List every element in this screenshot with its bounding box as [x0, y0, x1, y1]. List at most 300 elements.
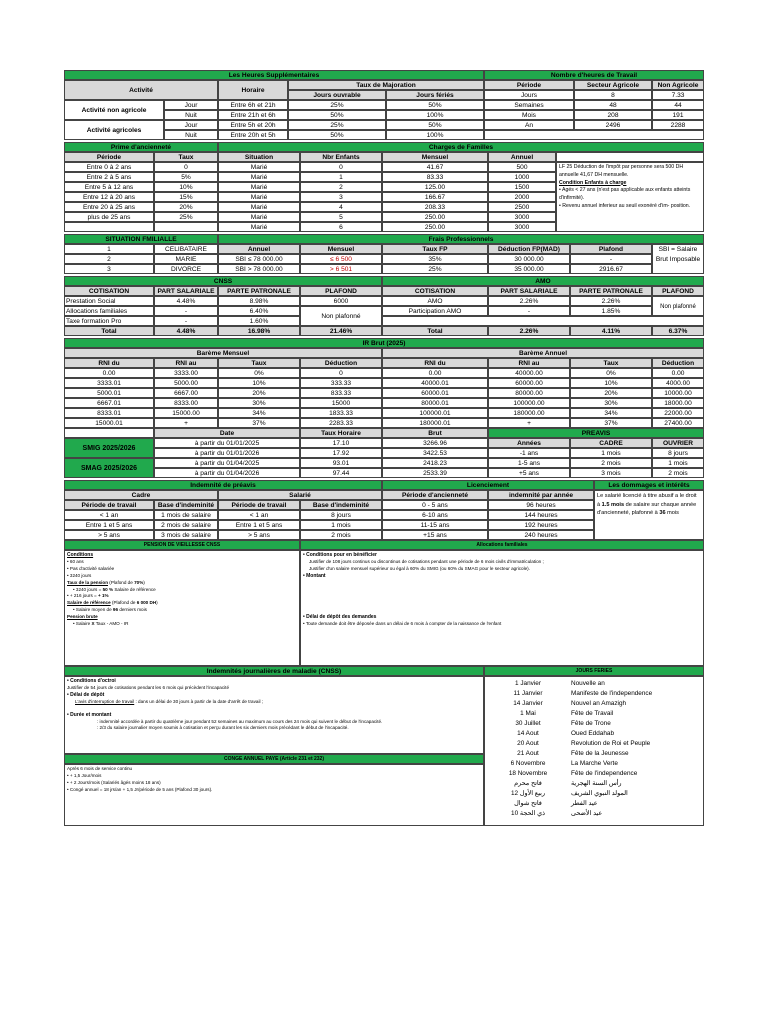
seniority-rate: 10%: [154, 182, 218, 192]
monthly-deduction: 125.00: [382, 182, 488, 192]
empty-cell: [556, 152, 704, 162]
activity-header: Activité: [64, 80, 218, 100]
day-night: Nuit: [164, 110, 218, 120]
amo-total-employee: 2.26%: [488, 326, 570, 336]
empty-cell: [64, 428, 154, 438]
children-count: 6: [300, 222, 382, 232]
family-situation: Marié: [218, 192, 300, 202]
schedule-header: Horaire: [218, 80, 288, 100]
wage-gross: 2533.39: [382, 468, 488, 478]
holiday-date: 21 Aout: [517, 750, 539, 757]
seniority-title: Prime d'ancienneté: [64, 142, 218, 152]
cnss-contribution: Allocations familiales: [64, 306, 154, 316]
situation-header: Situation: [218, 152, 300, 162]
holiday-date: فاتح شوال: [514, 800, 542, 807]
seniority-rate: 15%: [154, 192, 218, 202]
paid-leave-line-4: • Congé annuel = 18 jrs/an + 1,5 Jr/période de 5 ans (Plafond 30 jours).: [67, 787, 481, 794]
amo-employer-header: PARTE PATRONALE: [570, 286, 652, 296]
employee-work-period: > 5 ans: [218, 530, 300, 540]
dismissal-title: Licenciement: [382, 480, 594, 490]
pension-rate-suffix: (Plafond de: [108, 579, 135, 585]
m-rni-to: 5000.00: [154, 378, 218, 388]
severance-section: [64, 480, 704, 540]
agri-header: Secteur Agricole: [574, 80, 652, 90]
amo-total-label: Total: [382, 326, 488, 336]
a-rni-to: 100000.00: [488, 398, 570, 408]
schedule: Entre 5h et 20h: [218, 120, 288, 130]
pension-rate-cap: 70%: [134, 579, 144, 585]
workday-rate: 50%: [288, 130, 386, 140]
wage-hourly: 93.01: [300, 458, 382, 468]
pension-rate-extra: [67, 593, 297, 600]
sickness-title: Indemnités journalières de maladie (CNSS): [64, 666, 484, 676]
tax-rate-header: Taux: [570, 358, 652, 368]
damages-months: 1.5 mois: [601, 501, 625, 508]
family-allowance-title: Allocations familiales: [300, 540, 704, 550]
employee-work-period: < 1 an: [218, 510, 300, 520]
holiday-rate: 50%: [386, 120, 484, 130]
seniority-period: [64, 222, 154, 232]
cadre-group-header: Cadre: [64, 490, 218, 500]
cnss-ceiling: Non plafonné: [300, 306, 382, 326]
work-hours-period: Jours: [484, 90, 574, 100]
cnss-contribution: Taxe formation Pro: [64, 316, 154, 326]
work-hours-nonagri: 7.33: [652, 90, 704, 100]
holiday-date: 1 Mai: [520, 710, 536, 717]
work-hours-nonagri: 2288: [652, 120, 704, 130]
seniority-period: Entre 12 à 20 ans: [64, 192, 154, 202]
m-rni-from: 15000.01: [64, 418, 154, 428]
wage-gross: 2418.23: [382, 458, 488, 468]
a-deduction: 18000.00: [652, 398, 704, 408]
fp-monthly-range: > 6 501: [300, 264, 382, 274]
notice-cadre: 2 mois: [570, 458, 652, 468]
holiday-rate: 100%: [386, 110, 484, 120]
holiday-name: La Marche Verte: [571, 760, 618, 767]
cnss-employee-rate: -: [154, 316, 218, 326]
holiday-name: Fête de la Jeunesse: [571, 750, 629, 757]
annual-deduction: 2500: [488, 202, 556, 212]
damages-text: [594, 490, 704, 540]
m-rni-from: 5000.01: [64, 388, 154, 398]
sickness-conditions-title: • Conditions d'octroi: [67, 678, 116, 684]
schedule: Entre 20h et 5h: [218, 130, 288, 140]
day-night: Jour: [164, 100, 218, 110]
dismissal-seniority: 6-10 ans: [382, 510, 488, 520]
minimum-wage-section: [64, 428, 704, 478]
amo-employee-header: PART SALARIALE: [488, 286, 570, 296]
dismissal-indemnity: 96 heures: [488, 500, 594, 510]
sickness-duration-title-text: Durée et montant: [70, 711, 112, 718]
notice-indemnity-title: Indemnité de préavis: [64, 480, 382, 490]
a-rate: 0%: [570, 368, 652, 378]
cnss-employer-rate: 6.40%: [218, 306, 300, 316]
annual-scale-header: Barème Annuel: [382, 348, 704, 358]
notice-years: +5 ans: [488, 468, 570, 478]
wage-date: à partir du 01/01/2026: [154, 448, 300, 458]
pension-reference-suffix: (Plafond de: [110, 600, 137, 606]
seniority-header: Période d'ancienneté: [382, 490, 488, 500]
damages-text-e: mois: [665, 510, 679, 517]
schedule: Entre 21h et 6h: [218, 110, 288, 120]
allowance-condition-2: Justifier d'un salaire mensuel supérieur ou égal à 60% du SMIG (ou 60% du SMAG pour le secteur agricole).: [309, 565, 530, 571]
pension-reference-avg-a: Salaire moyen de: [75, 607, 113, 613]
m-rni-from: 3333.01: [64, 378, 154, 388]
family-situation: Marié: [218, 222, 300, 232]
family-status-code: 2: [64, 254, 154, 264]
pension-gross-formula: [67, 621, 297, 628]
amo-employee-rate: 2.26%: [488, 296, 570, 306]
cadre-indemnity-base: 2 mois de salaire: [154, 520, 218, 530]
children-count: 3: [300, 192, 382, 202]
cnss-amo-section: [64, 276, 704, 336]
annual-deduction: 500: [488, 162, 556, 172]
paid-leave-line-1: Après 6 mois de service continu: [67, 766, 133, 771]
nonagri-header: Non Agricole: [652, 80, 704, 90]
a-deduction: 22000.00: [652, 408, 704, 418]
amo-employer-rate: 2.26%: [570, 296, 652, 306]
tax-deduction-header: Déduction: [652, 358, 704, 368]
sickness-leave-holidays-section: [64, 666, 704, 826]
monthly-deduction: 166.67: [382, 192, 488, 202]
a-rate: 20%: [570, 388, 652, 398]
seniority-period: Entre 2 à 5 ans: [64, 172, 154, 182]
pension-condition-age: • 60 ans: [67, 559, 297, 566]
seniority-rate: 0: [154, 162, 218, 172]
seniority-period: Entre 0 à 2 ans: [64, 162, 154, 172]
m-rni-to: +: [154, 418, 218, 428]
a-rni-from: 0.00: [382, 368, 488, 378]
empty-cell: [382, 316, 704, 326]
holiday-date: فاتح محرم: [514, 780, 542, 787]
amo-ceiling-header: PLAFOND: [652, 286, 704, 296]
sickness-conditions-title-text: Conditions d'octroi: [70, 678, 116, 684]
sickness-duration-2: : 2/3 du salaire journalier moyen soumis à cotisation et perçu durant les six derniers mois précédant le début de l'incapacité.: [97, 725, 349, 731]
allowance-deadline-title: • Délai de dépôt des demandes: [303, 613, 377, 620]
employee-indemnity-base: 1 mois: [300, 520, 382, 530]
sickness-deadline-text: [67, 699, 481, 706]
a-deduction: 27400.00: [652, 418, 704, 428]
wage-hourly: 97.44: [300, 468, 382, 478]
employee-group-header: Salarié: [218, 490, 382, 500]
activity-label: Activité non agricole: [64, 100, 164, 120]
rni-from-header: RNI du: [64, 358, 154, 368]
workday-header: Jours ouvrable: [288, 90, 386, 100]
wage-gross: 3266.96: [382, 438, 488, 448]
holiday-date: 14 Janvier: [513, 700, 543, 707]
seniority-rate: 20%: [154, 202, 218, 212]
fp-rate-header: Taux FP: [382, 244, 488, 254]
notice-cadre: 1 mois: [570, 448, 652, 458]
a-rate: 30%: [570, 398, 652, 408]
smag-label: SMAG 2025/2026: [64, 458, 154, 478]
m-deduction: 333.33: [300, 378, 382, 388]
workday-rate: 50%: [288, 110, 386, 120]
pension-condition-days: • 3240 jours: [67, 573, 297, 580]
cnss-total-employer: 16.98%: [218, 326, 300, 336]
m-rni-to: 3333.00: [154, 368, 218, 378]
annual-deduction: 2000: [488, 192, 556, 202]
pension-conditions-title: Conditions: [67, 552, 94, 558]
gross-header: Brut: [382, 428, 488, 438]
a-rni-from: 100000.01: [382, 408, 488, 418]
cnss-employee-rate: 4.48%: [154, 296, 218, 306]
holiday-name: رأس السنة الهجرية: [571, 780, 622, 787]
family-status-code: 1: [64, 244, 154, 254]
family-situation: Marié: [218, 182, 300, 192]
family-situation: Marié: [218, 212, 300, 222]
dismissal-indemnity: 192 heures: [488, 520, 594, 530]
holiday-date: 18 Novembre: [508, 770, 548, 777]
pension-title: PENSION DE VIEILLESSE CNSS: [64, 540, 300, 550]
annual-deduction: 3000: [488, 212, 556, 222]
fp-deduction: 30 000.00: [488, 254, 570, 264]
amo-title: AMO: [382, 276, 704, 286]
notice-worker: 2 mois: [652, 468, 704, 478]
notice-worker: 8 jours: [652, 448, 704, 458]
seniority-period: plus de 25 ans: [64, 212, 154, 222]
work-hours-agri: 2496: [574, 120, 652, 130]
m-rni-to: 15000.00: [154, 408, 218, 418]
indemnity-base-header: Base d'indeminité: [154, 500, 218, 510]
amo-total-employer: 4.11%: [570, 326, 652, 336]
monthly-deduction: 83.33: [382, 172, 488, 182]
amo-contribution: Participation AMO: [382, 306, 488, 316]
fp-ceiling: 2916.67: [570, 264, 652, 274]
holiday-name: Fête de Trone: [571, 720, 611, 727]
work-period-header: Période de travail: [64, 500, 154, 510]
seniority-family-section: [64, 142, 704, 232]
dismissal-seniority: 0 - 5 ans: [382, 500, 488, 510]
workday-rate: 25%: [288, 120, 386, 130]
sickness-conditions-text: Justifier de 54 jours de cotisations pendant les 6 mois qui précèdent l'incapacité: [67, 684, 230, 690]
cnss-total-label: Total: [64, 326, 154, 336]
m-deduction: 1833.33: [300, 408, 382, 418]
pension-reference-avg-c: derniers mois: [118, 607, 147, 613]
monthly-deduction: 250.00: [382, 212, 488, 222]
m-rate: 34%: [218, 408, 300, 418]
income-tax-section: [64, 338, 704, 428]
allowance-deadline-text-body: Toute demande doit être déposée dans un délai de 6 mois à compter de la naissance de l'enfant: [305, 620, 502, 626]
professional-expenses-section: [64, 234, 704, 274]
work-hours-title: Nombre d'heures de Travail: [484, 70, 704, 80]
family-charges-notes: [556, 162, 704, 232]
damages-text-c: de salaire sur chaque année d'ancienneté, plafonné à: [597, 501, 697, 517]
schedule: Entre 6h et 21h: [218, 100, 288, 110]
pension-gross-title: Pension brute: [67, 614, 98, 620]
a-rate: 10%: [570, 378, 652, 388]
rate-header: Taux de Majoration: [288, 80, 484, 90]
holiday-rate: 50%: [386, 100, 484, 110]
m-deduction: 15000: [300, 398, 382, 408]
family-status-label: CELIBATAIRE: [154, 244, 218, 254]
m-deduction: 2283.33: [300, 418, 382, 428]
m-rate: 0%: [218, 368, 300, 378]
holiday-name: عيد الفطر: [571, 800, 598, 807]
cnss-total-employee: 4.48%: [154, 326, 218, 336]
holiday-header: Jours fériés: [386, 90, 484, 100]
dismissal-indemnity: 240 heures: [488, 530, 594, 540]
children-count: 0: [300, 162, 382, 172]
m-rate: 30%: [218, 398, 300, 408]
cadre-work-period: Entre 1 et 5 ans: [64, 520, 154, 530]
amo-total: 6.37%: [652, 326, 704, 336]
cadre-indemnity-base: 1 mois de salaire: [154, 510, 218, 520]
cnss-title: CNSS: [64, 276, 382, 286]
yearly-indemnity-header: indemnité par année: [488, 490, 594, 500]
workday-rate: 25%: [288, 100, 386, 110]
dismissal-seniority: +15 ans: [382, 530, 488, 540]
pension-rate-base-b: 50 %: [102, 586, 114, 592]
a-deduction: 4000.00: [652, 378, 704, 388]
family-situation: Marié: [218, 172, 300, 182]
spacer: [303, 580, 701, 614]
a-deduction: 10000.00: [652, 388, 704, 398]
work-hours-agri: 208: [574, 110, 652, 120]
sickness-deadline-title: • Délai de dépôt: [67, 691, 105, 698]
notice-title: PREAVIS: [488, 428, 704, 438]
overtime-section: [64, 70, 704, 140]
rate-header: Taux: [154, 152, 218, 162]
holiday-name: Revolution de Roi et Peuple: [571, 740, 651, 747]
allowance-condition-1: Justifier de 108 jours continus ou discontinus de cotisations pendant une période de 6 mois civils d'immatriculation ;: [309, 558, 544, 564]
fp-rate: 25%: [382, 264, 488, 274]
amo-employee-rate: -: [488, 306, 570, 316]
a-rni-to: 80000.00: [488, 388, 570, 398]
work-hours-agri: 8: [574, 90, 652, 100]
cnss-employee-header: PART SALARIALE: [154, 286, 218, 296]
damages-text-a: Le salarié licencié à titre abusif a le droit à: [597, 493, 697, 508]
a-rate: 34%: [570, 408, 652, 418]
children-count: 2: [300, 182, 382, 192]
monthly-deduction: 41.67: [382, 162, 488, 172]
pension-rate-extra-a: + 216 jours =: [69, 593, 98, 599]
tax-rate-header: Taux: [218, 358, 300, 368]
cnss-contribution: Prestation Social: [64, 296, 154, 306]
m-rni-from: 8333.01: [64, 408, 154, 418]
family-status-code: 3: [64, 264, 154, 274]
dismissal-seniority: 11-15 ans: [382, 520, 488, 530]
work-hours-period: Mois: [484, 110, 574, 120]
holiday-rate: 100%: [386, 130, 484, 140]
amo-employer-rate: 1.85%: [570, 306, 652, 316]
cnss-employer-header: PARTE PATRONALE: [218, 286, 300, 296]
paid-leave-title: CONGE ANNUEL PAYE (Article 231 et 232): [64, 754, 484, 764]
pension-reference-line: [67, 600, 297, 607]
wage-date: à partir du 01/01/2025: [154, 438, 300, 448]
sickness-deadline-title-text: Délai de dépôt: [70, 691, 105, 698]
wage-hourly: 17.92: [300, 448, 382, 458]
day-night: Nuit: [164, 130, 218, 140]
fp-deduction: 35 000.00: [488, 264, 570, 274]
family-note-deduction: LF 25 Déduction de l'impôt par personne sera 500 DH annuelle 41,67 DH mensuelle.: [559, 164, 684, 178]
m-rni-to: 8333.00: [154, 398, 218, 408]
holiday-date: 14 Aout: [517, 730, 539, 737]
allowance-conditions-title-text: Conditions pour en bénéficier: [306, 552, 377, 558]
family-situation: Marié: [218, 202, 300, 212]
amo-contribution-header: COTISATION: [382, 286, 488, 296]
rni-from-header: RNI du: [382, 358, 488, 368]
monthly-deduction: 250.00: [382, 222, 488, 232]
payroll-reference-sheet: [64, 70, 704, 826]
income-tax-title: IR Brut (2025): [64, 338, 704, 348]
pension-allowance-section: [64, 540, 704, 666]
annual-header: Annuel: [488, 152, 556, 162]
fp-annual-range: SBI > 78 000.00: [218, 264, 300, 274]
cnss-ceiling: 6000: [300, 296, 382, 306]
a-rni-from: 180000.01: [382, 418, 488, 428]
work-hours-period: Semaines: [484, 100, 574, 110]
pension-reference-cap: 6 000 DH: [136, 600, 157, 606]
hourly-rate-header: Taux Horaire: [300, 428, 382, 438]
children-count: 4: [300, 202, 382, 212]
fp-monthly-range: ≤ 6 500: [300, 254, 382, 264]
family-note-income: • Revenu annuel inferieur au seuil exonéré d'im- position.: [559, 203, 701, 211]
fp-deduction-header: Déduction FP(MAD): [488, 244, 570, 254]
holiday-date: 11 Janvier: [513, 690, 543, 697]
seniority-rate: 25%: [154, 212, 218, 222]
allowance-amount-title: • Montant: [303, 572, 326, 579]
notice-cadre: 3 mois: [570, 468, 652, 478]
empty-cell: [484, 130, 704, 140]
damages-cap: 36: [659, 510, 666, 517]
wage-gross: 3422.53: [382, 448, 488, 458]
pension-rate-close: ): [143, 579, 145, 585]
tax-deduction-header: Déduction: [300, 358, 382, 368]
family-note-condition-title: Condition Enfants à charge: [559, 179, 627, 186]
fp-annual-range: SBI ≤ 78 000.00: [218, 254, 300, 264]
allowance-deadline-text: • Toute demande doit être déposée dans un délai de 6 mois à compter de la naissance de l'enfant: [303, 620, 502, 626]
a-rni-from: 60000.01: [382, 388, 488, 398]
sickness-deadline-a: L'avis d'interruption de travail: [75, 698, 135, 704]
work-hours-nonagri: 191: [652, 110, 704, 120]
work-period-header: Période de travail: [218, 500, 300, 510]
a-rni-to: +: [488, 418, 570, 428]
fp-ceiling: -: [570, 254, 652, 264]
sbi-note: SBI = Salaire Brut Imposable: [652, 244, 704, 274]
family-situation: Marié: [218, 162, 300, 172]
pension-reference-avg-b: 96: [112, 607, 119, 613]
period-header: Période: [484, 80, 574, 90]
a-rni-to: 180000.00: [488, 408, 570, 418]
professional-expenses-title: Frais Professionnels: [218, 234, 704, 244]
family-status-label: DIVORCE: [154, 264, 218, 274]
pension-details: [64, 550, 300, 666]
fp-rate: 35%: [382, 254, 488, 264]
holiday-date: 1 Janvier: [515, 680, 541, 687]
children-count: 5: [300, 212, 382, 222]
notice-years: 1-5 ans: [488, 458, 570, 468]
amo-ceiling: Non plafonné: [652, 296, 704, 316]
m-rni-from: 0.00: [64, 368, 154, 378]
a-rni-to: 60000.00: [488, 378, 570, 388]
pension-rate-base-a: 3240 jours =: [75, 586, 103, 592]
holiday-name: Nouvel an Amazigh: [571, 700, 627, 707]
holidays-list: [484, 676, 704, 826]
pension-rate-extra-b: + 1%: [97, 593, 109, 599]
cnss-total: 21.46%: [300, 326, 382, 336]
overtime-title: Les Heures Supplémentaires: [64, 70, 484, 80]
holiday-name: المولد النبوي الشريف: [571, 790, 628, 797]
cadre-work-period: > 5 ans: [64, 530, 154, 540]
family-allowance-details: [300, 550, 704, 666]
wage-date: à partir du 01/04/2025: [154, 458, 300, 468]
cadre-header: CADRE: [570, 438, 652, 448]
m-deduction: 0: [300, 368, 382, 378]
wage-date: à partir du 01/04/2026: [154, 468, 300, 478]
seniority-period: Entre 5 à 12 ans: [64, 182, 154, 192]
pension-gross-b: X: [91, 621, 95, 627]
